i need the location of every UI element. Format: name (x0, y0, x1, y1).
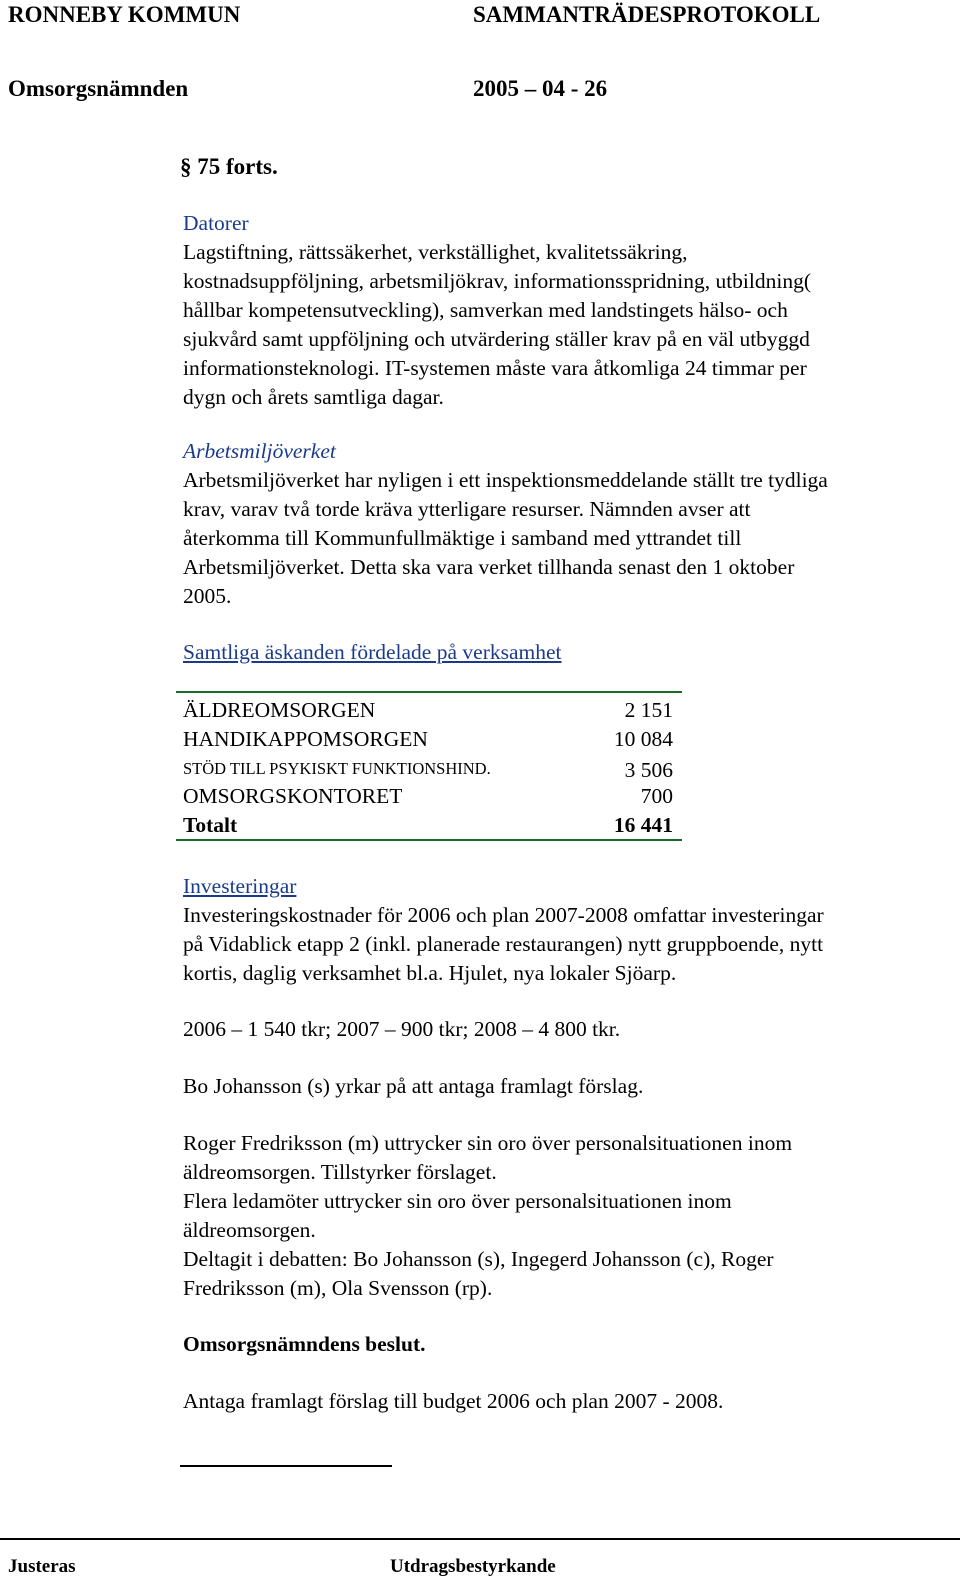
footer-utdragsbestyrkande: Utdragsbestyrkande (390, 1556, 556, 1577)
table-row (183, 725, 673, 754)
investeringar-heading: Investeringar (183, 874, 297, 898)
motion-text: Bo Johansson (s) yrkar på att antaga framlagt förslag. (183, 1074, 644, 1098)
debate-section (183, 1129, 943, 1303)
footer-justeras: Justeras (8, 1556, 76, 1577)
decision-heading: Omsorgsnämndens beslut. (183, 1332, 426, 1356)
askanden-heading: Samtliga äskanden fördelade på verksamhet (183, 640, 562, 664)
datorer-line: kostnadsuppföljning, arbetsmiljökrav, informationsspridning, utbildning( (183, 269, 812, 293)
askanden-heading-wrap (183, 638, 943, 667)
row-label: OMSORGSKONTORET (183, 784, 403, 808)
table-top-rule (176, 691, 682, 693)
signature-line (180, 1465, 392, 1467)
datorer-line: hållbar kompetensutveckling), samverkan med landstingets hälso- och (183, 298, 788, 322)
row-label: ÄLDREOMSORGEN (183, 698, 376, 722)
arbetsmiljoverket-section (183, 437, 943, 611)
debate-line: äldreomsorgen. Tillstyrker förslaget. (183, 1160, 497, 1184)
footer-rule (0, 1538, 960, 1540)
datorer-section (183, 209, 943, 412)
investeringar-line: på Vidablick etapp 2 (inkl. planerade restaurangen) nytt gruppboende, nytt (183, 932, 824, 956)
debate-line: äldreomsorgen. (183, 1218, 316, 1242)
debate-line: Deltagit i debatten: Bo Johansson (s), Ingegerd Johansson (c), Roger (183, 1247, 774, 1271)
arbetsmiljoverket-line: Arbetsmiljöverket. Detta ska vara verket tillhanda senast den 1 oktober (183, 555, 795, 579)
document-type: SAMMANTRÄDESPROTOKOLL (473, 2, 821, 27)
row-value: 10 084 (613, 727, 673, 751)
table-row (183, 753, 673, 782)
row-label: STÖD TILL PSYKISKT FUNKTIONSHIND. (183, 759, 491, 778)
table-bottom-rule (176, 839, 682, 841)
debate-line: Fredriksson (m), Ola Svensson (rp). (183, 1276, 493, 1300)
datorer-heading: Datorer (183, 211, 249, 235)
row-label: HANDIKAPPOMSORGEN (183, 727, 428, 751)
arbetsmiljoverket-line: återkomma till Kommunfullmäktige i samband med yttrandet till (183, 526, 742, 550)
arbetsmiljoverket-line: 2005. (183, 584, 232, 608)
datorer-line: informationsteknologi. IT-systemen måste vara åtkomliga 24 timmar per (183, 356, 807, 380)
datorer-line: dygn och årets samtliga dagar. (183, 385, 444, 409)
datorer-line: Lagstiftning, rättssäkerhet, verkställighet, kvalitetssäkring, (183, 240, 688, 264)
investeringar-amounts-wrap (183, 1015, 943, 1044)
decision-text: Antaga framlagt förslag till budget 2006 och plan 2007 - 2008. (183, 1389, 724, 1413)
committee-name: Omsorgsnämnden (8, 76, 189, 101)
table-total-row (183, 811, 673, 840)
row-value: 2 151 (624, 698, 673, 722)
arbetsmiljoverket-heading: Arbetsmiljöverket (183, 439, 336, 463)
row-value: 3 506 (624, 758, 673, 782)
section-title: § 75 forts. (180, 154, 278, 179)
decision-heading-wrap (183, 1330, 943, 1359)
debate-line: Flera ledamöter uttrycker sin oro över personalsituationen inom (183, 1189, 732, 1213)
table-row (183, 696, 673, 725)
meeting-date: 2005 – 04 - 26 (473, 76, 608, 101)
total-label: Totalt (183, 813, 238, 837)
decision-text-wrap (183, 1387, 943, 1416)
investeringar-amounts: 2006 – 1 540 tkr; 2007 – 900 tkr; 2008 – 4 800 tkr. (183, 1017, 621, 1041)
motion-wrap (183, 1072, 943, 1101)
investeringar-section (183, 872, 943, 988)
org-name: RONNEBY KOMMUN (8, 2, 241, 27)
total-value: 16 441 (613, 813, 673, 837)
debate-line: Roger Fredriksson (m) uttrycker sin oro över personalsituationen inom (183, 1131, 793, 1155)
arbetsmiljoverket-line: krav, varav två torde kräva ytterligare resurser. Nämnden avser att (183, 497, 751, 521)
investeringar-line: kortis, daglig verksamhet bl.a. Hjulet, nya lokaler Sjöarp. (183, 961, 677, 985)
row-value: 700 (640, 784, 673, 808)
datorer-line: sjukvård samt uppföljning och utvärdering ställer krav på en väl utbyggd (183, 327, 810, 351)
arbetsmiljoverket-line: Arbetsmiljöverket har nyligen i ett inspektionsmeddelande ställt tre tydliga (183, 468, 828, 492)
investeringar-line: Investeringskostnader för 2006 och plan 2007-2008 omfattar investeringar (183, 903, 824, 927)
table-row (183, 782, 673, 811)
